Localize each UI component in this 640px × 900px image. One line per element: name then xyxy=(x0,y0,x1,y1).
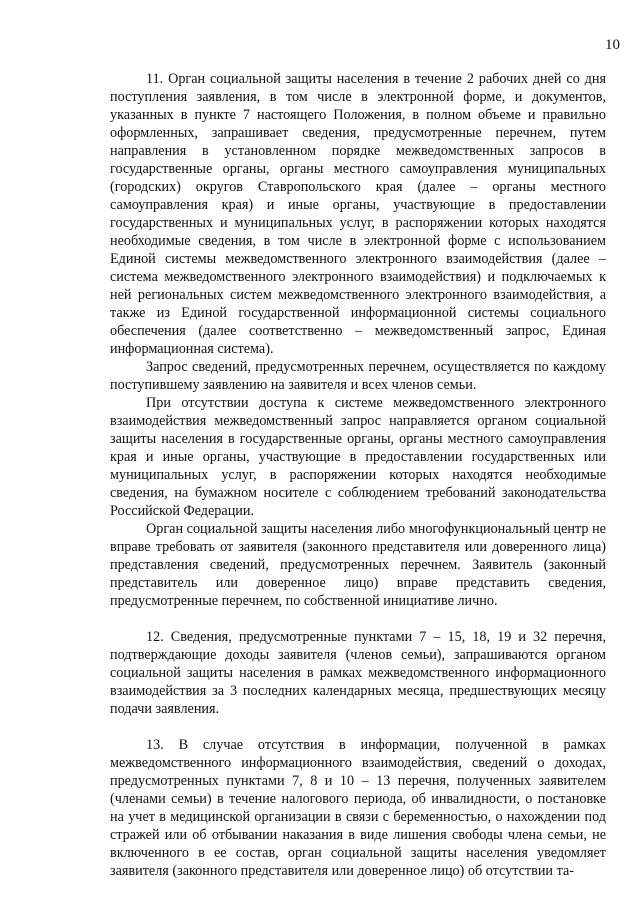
paragraph-no-access: При отсутствии доступа к системе межведомственного электронного взаимодействия межведомственный запрос направляется органом социальной защиты населения в государственные органы, органы местного самоуправления края и иные органы, участвующие в предоставлении государственных или муниципальных услуг, в распоряжении которых находятся необходимые сведения, на бумажном носителе с соблюдением требований законодательства Российской Федерации. xyxy=(110,395,606,519)
paragraph-13: 13. В случае отсутствия в информации, полученной в рамках межведомственного информационного взаимодействия, сведений о доходах, предусмотренных пунктами 7, 8 и 10 – 13 перечня, полученных заявителем (членами семьи) в течение налогового периода, об инвалидности, о постановке на учет в медицинской организации в связи с беременностью, о нахождении под стражей или об отбывании наказания в виде лишения свободы члена семьи, не включенного в ее состав, орган социальной защиты населения уведомляет заявителя (законного представителя или доверенное лицо) об отсутствии та- xyxy=(110,737,606,879)
page-number: 10 xyxy=(605,37,620,53)
paragraph-12: 12. Сведения, предусмотренные пунктами 7 – 15, 18, 19 и 32 перечня, подтверждающие доходы заявителя (членов семьи), запрашиваются органом социальной защиты населения в рамках межведомственного информационного взаимодействия за 3 последних календарных месяца, предшествующих месяцу подачи заявления. xyxy=(110,629,606,717)
paragraph-11: 11. Орган социальной защиты населения в течение 2 рабочих дней со дня поступления заявления, в том числе в электронной форме, и документов, указанных в пункте 7 настоящего Положения, в полном объеме и правильно оформленных, запрашивает сведения, предусмотренные перечнем, путем направления в установленном порядке межведомственных запросов в государственные органы, органы местного самоуправления муниципальных (городских) округов Ставропольского края (далее – органы местного самоуправления края) и иные органы, участвующие в предоставлении государственных и муниципальных услуг, в распоряжении которых находятся необходимые сведения, в том числе в электронной форме с использованием Единой системы межведомственного электронного взаимодействия (далее – система межведомственного электронного взаимодействия) и подключаемых к ней региональных систем межведомственного электронного взаимодействия, а также из Единой государственной информационной системы социального обеспечения (далее соответственно – межведомственный запрос, Единая информационная система). xyxy=(110,71,606,357)
document-body xyxy=(110,70,606,880)
paragraph-request-info: Запрос сведений, предусмотренных перечнем, осуществляется по каждому поступившему заявлению на заявителя и всех членов семьи. xyxy=(110,359,606,393)
paragraph-no-require: Орган социальной защиты населения либо многофункциональный центр не вправе требовать от заявителя (законного представителя или доверенного лица) представления сведений, предусмотренных перечнем. Заявитель (законный представитель или доверенное лицо) вправе представить сведения, предусмотренные перечнем, по собственной инициативе лично. xyxy=(110,521,606,609)
